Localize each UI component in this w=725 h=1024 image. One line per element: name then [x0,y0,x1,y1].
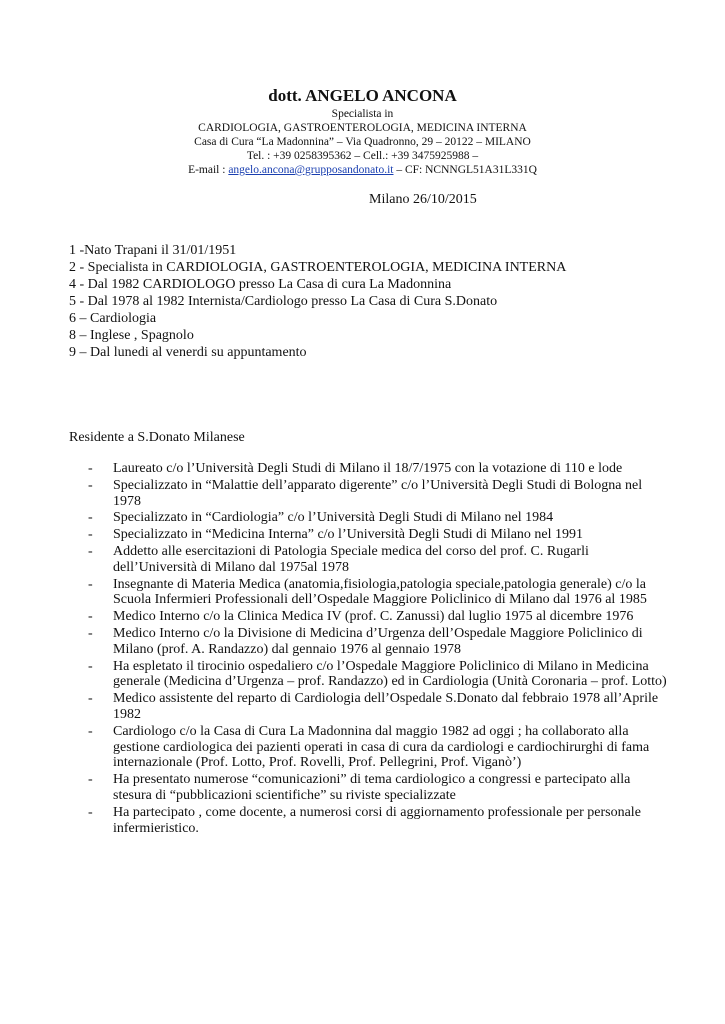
bullet-marker: - [88,609,93,625]
bullet-marker: - [88,804,93,820]
bullet-marker: - [88,543,93,559]
list-item-text: Medico Interno c/o la Divisione di Medicina d’Urgenza dell’Ospedale Maggiore Policlinico di Milano (prof. A. Randazzo) dal gennaio 1976 al gennaio 1978 [113,625,643,657]
list-item-text: Medico Interno c/o la Clinica Medica IV (prof. C. Zanussi) dal luglio 1975 al dicembre 1976 [113,609,634,625]
specialist-title: Specialista in [331,108,394,120]
list-item-text: Ha espletato il tirocinio ospedaliero c/o l’Ospedale Maggiore Policlinico di Milano in Medicina generale (Medicina d’Urgenza – prof. Randazzo) ed in Cardiologia (Unità Coronaria – prof. Lotto) [113,658,667,690]
address: Casa di Cura “La Madonnina” – Via Quadronno, 29 – 20122 – MILANO [194,136,531,148]
list-item [88,724,668,771]
numbered-item: 4 - Dal 1982 CARDIOLOGO presso La Casa di cura La Madonnina [69,277,452,292]
email-link[interactable]: angelo.ancona@grupposandonato.it [228,164,394,176]
bullet-marker: - [88,510,93,526]
list-item [88,527,668,543]
phone-numbers: Tel. : +39 0258395362 – Cell.: +39 3475925988 – [246,150,479,162]
bullet-marker: - [88,625,93,641]
numbered-item: 1 -Nato Trapani il 31/01/1951 [69,243,237,258]
list-item [88,805,668,837]
list-item [88,772,668,804]
list-item [88,659,668,691]
list-item [88,510,668,526]
doctor-name: dott. ANGELO ANCONA [268,86,457,105]
numbered-item: 2 - Specialista in CARDIOLOGIA, GASTROENTEROLOGIA, MEDICINA INTERNA [69,260,567,275]
bullet-marker: - [88,527,93,543]
list-item [88,577,668,609]
list-item [88,461,668,477]
email-label: E-mail : [188,164,229,176]
list-item [88,544,668,576]
list-item-text: Ha presentato numerose “comunicazioni” di tema cardiologico a congressi e partecipato alla stesura di “pubblicazioni scientifiche” su riviste specializzate [113,772,631,803]
list-item-text: Ha partecipato , come docente, a numerosi corsi di aggiornamento professionale per personale infermieristico. [113,804,641,836]
fiscal-code: – CF: NCNNGL51A31L331Q [393,164,537,176]
document-date: Milano 26/10/2015 [369,192,477,207]
bullet-marker: - [88,576,93,592]
letterhead [0,86,725,177]
numbered-item: 6 – Cardiologia [69,311,157,326]
list-item-text: Cardiologo c/o la Casa di Cura La Madonnina dal maggio 1982 ad oggi ; ha collaborato alla gestione cardiologica dei pazienti operati in casa di cura da cardiologi e cardiochirurghi di fama internazionale (Prof. Lotto, Prof. Rovelli, Prof. Pellegrini, Prof. Viganò’) [113,723,650,771]
list-item-text: Specializzato in “Cardiologia” c/o l’Università Degli Studi di Milano nel 1984 [113,510,554,526]
list-item-text: Addetto alle esercitazioni di Patologia Speciale medica del corso del prof. C. Rugarli dell’Università di Milano dal 1975al 1978 [113,543,589,575]
bullet-marker: - [88,772,93,788]
list-item-text: Laureato c/o l’Università Degli Studi di Milano il 18/7/1975 con la votazione di 110 e lode [113,461,623,476]
numbered-item: 8 – Inglese , Spagnolo [69,328,194,343]
list-item [88,691,668,723]
residence-line: Residente a S.Donato Milanese [69,430,245,445]
career-bullet-list [88,461,668,837]
bullet-marker: - [88,461,93,476]
numbered-list [69,242,566,361]
bullet-marker: - [88,723,93,739]
list-item [88,626,668,658]
bullet-marker: - [88,691,93,707]
specialties: CARDIOLOGIA, GASTROENTEROLOGIA, MEDICINA INTERNA [198,122,527,134]
bullet-marker: - [88,658,93,674]
list-item-text: Insegnante di Materia Medica (anatomia,fisiologia,patologia speciale,patologia generale) c/o la Scuola Infermieri Professionali dell’Ospedale Maggiore Policlinico di Milano dal 1976 al 1985 [113,576,647,608]
email-line [0,163,725,177]
list-item [88,478,668,510]
list-item [88,609,668,625]
list-item-text: Specializzato in “Malattie dell’apparato digerente” c/o l’Università Degli Studi di Bologna nel 1978 [113,477,643,509]
list-item-text: Medico assistente del reparto di Cardiologia dell’Ospedale S.Donato dal febbraio 1978 all’Aprile 1982 [113,691,659,722]
numbered-item: 9 – Dal lunedi al venerdi su appuntamento [69,345,307,360]
list-item-text: Specializzato in “Medicina Interna” c/o l’Università Degli Studi di Milano nel 1991 [113,527,584,543]
numbered-item: 5 - Dal 1978 al 1982 Internista/Cardiologo presso La Casa di Cura S.Donato [69,294,498,309]
bullet-marker: - [88,477,93,493]
